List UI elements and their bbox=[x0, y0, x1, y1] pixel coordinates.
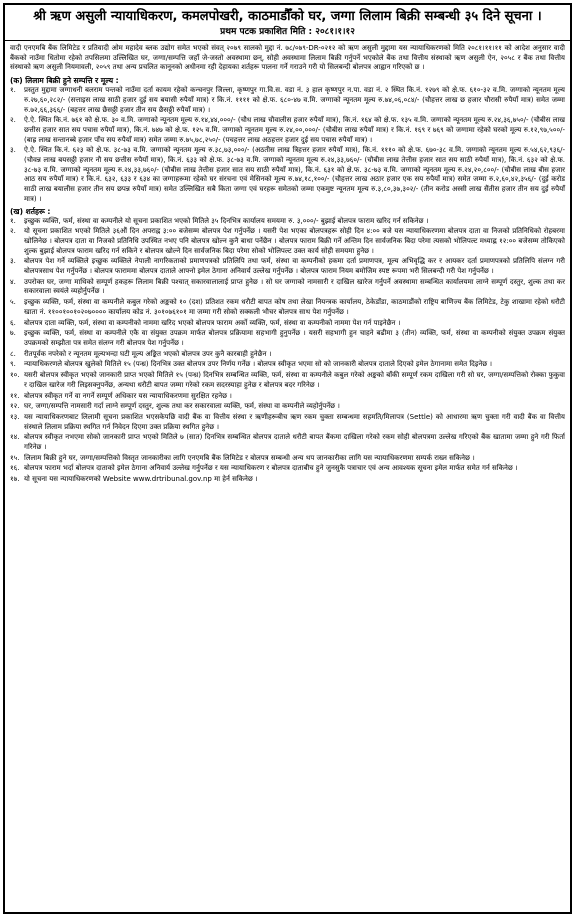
item-text: रीतपूर्वक नपरेको र न्यूनतम मूल्यभन्दा घटी मूल्य अङ्कित भएको बोलपत्र उपर कुनै कारबाही हुनेछैन । bbox=[24, 349, 272, 358]
item-number: १३. bbox=[10, 412, 20, 421]
item-text: इच्छुक व्यक्ति, फर्म, संस्था वा कम्पनीले एकै वा संयुक्त उपक्रम मार्फत बोलपत्र प्रक्रियामा सहभागी हुनुपर्नेछ । यसरी सहभागी हुन चाहने बढीमा ३ (तीन) व्यक्ति, फर्म, संस्था वा कम्पनीको संयुक्त उपक्रम संयुक्त उपक्रमको सम्झौता पत्र समेत संलग्न गरी बोलपत्र पेश गर्नुपर्नेछ । bbox=[24, 329, 565, 347]
item-text: यसरी बोलपत्र स्वीकृत भएको जानकारी प्राप्त भएको मितिले १५ (पन्ध्र) दिनभित्र सम्बन्धित व्यक्ति, फर्म, संस्था वा कम्पनीले कबुल गरेको अङ्कको बाँकी सम्पूर्ण रकम दाखिला गरी सो घर, जग्गा/सम्पत्तिको रोक्का फुकुवा र दाखिल खारेज गरी लिइसक्नुपर्नेछ, अन्यथा धरौटी बापत जम्मा गरेको रकम सदरस्याहा हुनेछ र बोलपत्र बदर गरिनेछ । bbox=[24, 371, 565, 389]
item-number: १५. bbox=[10, 453, 20, 462]
list-item bbox=[10, 298, 565, 317]
item-number: १४. bbox=[10, 433, 20, 442]
item-number: ११. bbox=[10, 391, 20, 400]
list-item bbox=[10, 116, 565, 145]
item-number: १०. bbox=[10, 371, 20, 380]
item-text: यो सूचना यस न्यायाधिकरणको Website www.drtribunal.gov.np मा हेर्न सकिनेछ । bbox=[24, 475, 258, 484]
item-number: ४. bbox=[10, 277, 16, 286]
item-text: प्रस्तुत मुद्दामा जग्गाधनी बलराम पन्तको नाउँमा दर्ता कायम रहेको कन्चनपुर जिल्ला, कृष्णपुर गा.वि.स. वडा नं. ३ हाल कृष्णपुर न.पा. वडा नं. २ स्थित कि.नं. १२७९ को क्षे.फ. ६१०-३२ व.मि. जग्गाको न्यूनतम मूल्य रु.२७,६०,२८२/- (सत्ताइस लाख साठी हजार दुई सय बयासी रुपैयाँ मात्र) र कि.नं. ११११ को क्षे.फ. ६८०-४७ व.मि. जग्गाको न्यूनतम मूल्य रु.७४,०६,०८४/- (चौहत्तर लाख छ हजार चौरासी रुपैयाँ मात्र) समेत जम्मा रु.७२,६६,३६६/- (बहत्तर लाख छैसठ्ठी हजार तीन सय छैसठ्ठी रुपैयाँ मात्र) । bbox=[24, 86, 565, 114]
item-number: १. bbox=[10, 216, 16, 225]
list-item bbox=[10, 402, 565, 412]
list-item bbox=[10, 454, 565, 464]
list-item bbox=[10, 257, 565, 276]
list-item bbox=[10, 278, 565, 297]
item-text: बोलपत्र दाता व्यक्ति, फर्म, संस्था वा कम्पनीको नाममा खरिद भएको बोलपत्र फाराम अर्को व्यक्ति, फर्म, संस्था वा कम्पनीको नाममा पेश गर्न पाइनेछैन । bbox=[24, 318, 401, 327]
list-item bbox=[10, 464, 565, 474]
section-heading-property: (क) लिलाम बिक्री हुने सम्पत्ति र मूल्य : bbox=[10, 76, 119, 86]
item-text: ऐ.ऐ. स्थित कि.नं. ६२३ को क्षे.फ. ३८-७३ व.मि. जग्गाको न्यूनतम मूल्य रु.३८,७३,०००/- (अठतीस लाख त्रिहत्तर हजार रुपैयाँ मात्र), कि.नं. १११० को क्षे.फ. ६७०-३८ व.मि. जग्गाको न्यूनतम मूल्य रु.५४,६२,९३६/- (चौवन्न लाख बयसठ्ठी हजार नौ सय छत्तीस रुपैयाँ मात्र), कि.नं. ६३३ को क्षे.फ. ३८-७३ व.मि. जग्गाको न्यूनतम मूल्य रु.२४,३३,७६०/- (चौबीस लाख तेत्तीस हजार सात सय साठी रुपैयाँ मात्र), कि.नं. ६३२ को क्षे.फ. ३८-७३ व.मि. जग्गाको न्यूनतम मूल्य रु.२४,३३,७६०/- (चौबीस लाख तेत्तीस हजार सात सय साठी रुपैयाँ मात्र), कि.नं. ६३१ को क्षे.फ. ३८-७३ व.मि. जग्गाको न्यूनतम मूल्य रु.२४,२०,८००/- (चौबीस लाख बीस हजार आठ सय रुपैयाँ मात्र) र कि.नं. ६३२, ६३३ र ६३४ का जग्गाहरूमा रहेको घर संरचना एवं मेसिनको मूल्य रु.७४,१८,१००/- (चौहत्तर लाख अठार हजार एक सय रुपैयाँ मात्र) समेत जम्मा रु.२,६०,४२,३५६/- (दुई करोड साठी लाख बयालीस हजार तीन सय छपन्न रुपैयाँ मात्र) समेत उल्लिखित सबै किता जग्गा एवं घरहरू समेतको जम्मा एकमुष्ट न्यूनतम मूल्य रु.३,८०,३७,३०२/- (तीन करोड अस्सी लाख सैंतीस हजार तीन सय दुई रुपैयाँ मात्र) । bbox=[24, 146, 566, 203]
item-text: बोलपत्र स्वीकृत नभएमा सोको जानकारी प्राप्त भएको मितिले ७ (सात) दिनभित्र सम्बन्धित बोलपत्र दाताले धरौटी बापत बैंकमा दाखिला गरेको रकम सोही बोलपत्रमा उल्लेख गरिएको बैंक खातामा जम्मा हुने गरी फिर्ता गरिनेछ । bbox=[24, 433, 565, 452]
notice-title: श्री ऋण असुली न्यायाधिकरण, कमलपोखरी, काठमाडौँको घर, जग्गा लिलाम बिक्री सम्बन्धी ३५ दिने सूचना । bbox=[33, 9, 542, 24]
list-item bbox=[10, 319, 565, 329]
item-text: इच्छुक व्यक्ति, फर्म, संस्था वा कम्पनीले यो सूचना प्रकाशित भएको मितिले ३५ दिनभित्र कार्यालय समयमा रु. ३,०००/- बुझाई बोलपत्र फाराम खरिद गर्न सकिनेछ । bbox=[24, 216, 429, 225]
item-number: १७. bbox=[10, 475, 20, 484]
item-number: १. bbox=[10, 86, 16, 95]
item-text: घर, जग्गा/सम्पत्ति नामसारी गर्दा लाग्ने सम्पूर्ण दस्तुर, शुल्क तथा कर सकारवाला व्यक्ति, फर्म, संस्था वा कम्पनीले व्यहोर्नुपर्नेछ । bbox=[24, 402, 340, 411]
item-number: ७. bbox=[10, 329, 16, 338]
item-number: २. bbox=[10, 116, 16, 125]
item-number: २. bbox=[10, 227, 16, 236]
intro-paragraph: वादी एनएमबि बैंक लिमिटेड र प्रतिवादी ओम महादेव ब्लक उद्योग समेत भएको संवत् २०७९ सालको मुद्दा नं. ७८/०७९-DR-०२१२ को ऋण असुली मुद्दामा यस न्यायाधिकरणको मिति २०८१।११।११ को आदेश अनुसार वादी बैंकको नाउँमा धितोमा रहेको तपसिलमा उल्लिखित घर, जग्गा/सम्पत्ति जहाँ जे-जस्तो अवस्थामा छन्, सोही अवस्थामा लिलाम बिक्री गर्नुपर्ने भएकोले बैंक तथा वित्तीय संस्थाको ऋण असुली ऐन, २०५८ र बैंक तथा वित्तीय संस्थाको ऋण असुली नियमावली, २०५९ तथा अन्य प्रचलित कानूनको अधीनमा रही देहायका शर्तहरू पालना गर्ने गराउने गरी यो सिलबन्दी बोलपत्र आह्वान गरिएको छ । bbox=[10, 44, 565, 72]
item-number: ८. bbox=[10, 349, 16, 358]
item-text: बोलपत्र फाराम भर्दा बोलपत्र दाताको इमेल ठेगाना अनिवार्य उल्लेख गर्नुपर्नेछ र यस न्यायाधिकरण र बोलपत्र दाताबीच हुने जुनसुकै पत्राचार एवं अन्य आवश्यक सूचना इमेल मार्फत समेत गर्न सकिनेछ । bbox=[24, 464, 518, 473]
list-item bbox=[10, 360, 565, 370]
item-number: ३. bbox=[10, 146, 16, 155]
list-item bbox=[10, 475, 565, 485]
list-item bbox=[10, 217, 565, 227]
list-item bbox=[10, 227, 565, 256]
publication-date: प्रथम पटक प्रकाशित मिति : २०८१।१।१२ bbox=[5, 27, 570, 41]
item-number: ३. bbox=[10, 257, 16, 266]
item-text: बोलपत्र स्वीकृत गर्ने वा नगर्ने सम्पूर्ण अधिकार यस न्यायाधिकरणमा सुरक्षित रहनेछ । bbox=[24, 391, 232, 400]
item-number: ९. bbox=[10, 360, 16, 369]
item-text: न्यायाधिकरणले बोलपत्र खुलेको मितिले १५ (पन्ध्र) दिनभित्र उक्त बोलपत्र उपर निर्णय गर्नेछ । बोलपत्र स्वीकृत भएमा सो को जानकारी बोलपत्र दाताले दिएको इमेल ठेगानामा समेत दिइनेछ । bbox=[24, 360, 493, 369]
item-text: इच्छुक व्यक्ति, फर्म, संस्था वा कम्पनीले कबुल गरेको अङ्कको १० (दश) प्रतिशत रकम धरौटी बापत कोष तथा लेखा नियन्त्रक कार्यालय, ठेकेडाँडा, काठमाडौंको राष्ट्रिय बाणिज्य बैंक लिमिटेड, टेकु शाखामा रहेको धरौटी खाता नं. ११००१००१०२०७०००० कार्यालय कोड नं. ३०१०७६१०१ मा जम्मा गरी सोको सक्कली भौचर बोलपत्र साथ पेश गर्नुपर्नेछ । bbox=[24, 298, 565, 316]
list-item bbox=[10, 86, 565, 115]
section-heading-conditions: (ख) शर्तहरू : bbox=[10, 206, 51, 216]
item-text: यो सूचना प्रकाशित भएको मितिले ३६औं दिन अपराह्न ३:०० बजेसम्म बोलपत्र पेश गर्नुपर्नेछ । यसरी पेश भएका बोलपत्रहरू सोही दिन ४:०० बजे यस न्यायाधिकरणमा बोलपत्र दाता वा निजको प्रतिनिधिको रोहबरमा खोलिनेछ । बोलपत्र दाता वा निजको प्रतिनिधि उपस्थित नभए पनि बोलपत्र खोल्न कुनै बाधा पर्नेछैन । बोलपत्र फाराम बिक्री गर्ने अन्तिम दिन सार्वजनिक बिदा परेमा त्यसको भोलिपल्ट मध्याह्न १२:०० बजेसम्म तोकिएको शुल्क बुझाई बोलपत्र फाराम खरिद गर्न सकिने र बोलपत्र खोल्ने दिन सार्वजनिक बिदा परेमा सोको भोलिपल्ट उक्त कार्य सोही समयमा हुनेछ । bbox=[24, 227, 565, 255]
list-item bbox=[10, 413, 565, 432]
item-number: ६. bbox=[10, 318, 16, 327]
item-number: ५. bbox=[10, 298, 16, 307]
item-text: बोलपत्र पेश गर्ने व्यक्तिले इच्छुक व्यक्तिले नेपाली नागरिकताको प्रमाणपत्रको प्रतिलिपि तथा फर्म, संस्था वा कम्पनीको हकमा दर्ता प्रमाणपत्र, मूल्य अभिवृद्धि कर र आयकर दर्ता प्रमाणपत्रको प्रतिलिपि संलग्न गरी बोलपत्रसाथ पेश गर्नुपर्नेछ । बोलपत्र फाराममा बोलपत्र दाताले आफ्नो इमेल ठेगाना अनिवार्य उल्लेख गर्नुपर्नेछ । बोलपत्र फाराम नियम बमोजिम स्पष्ट रूपमा भरी सिलबन्दी गरी पेश गर्नुपर्नेछ । bbox=[24, 257, 565, 276]
property-list bbox=[5, 86, 570, 204]
notice-page bbox=[3, 3, 572, 914]
item-text: लिलाम बिक्री हुने घर, जग्गा/सम्पत्तिको विस्तृत जानकारीका लागि एनएमबि बैंक लिमिटेड र बोलपत्र सम्बन्धी अन्य थप जानकारीका लागि यस न्यायाधिकरणमा सम्पर्क राख्न सकिनेछ । bbox=[24, 453, 475, 462]
item-text: यस न्यायाधिकरणबाट लिलामी सूचना प्रकाशित भएसकेपछि वादी बैंक वा वित्तीय संस्था र ऋणीहरूबीच ऋण रकम चुक्ता सम्बन्धमा सहमति/मिलापत्र (Settle) को आधारमा ऋण चुक्ता गरी वादी बैंक वा वित्तीय संस्थाले लिलाम प्रक्रिया स्थगित गर्न निवेदन दिएमा उक्त प्रक्रिया स्थगित हुनेछ । bbox=[24, 412, 565, 431]
list-item bbox=[10, 350, 565, 360]
list-item bbox=[10, 329, 565, 348]
list-item bbox=[10, 392, 565, 402]
list-item bbox=[10, 146, 565, 204]
item-number: १६. bbox=[10, 464, 20, 473]
item-text: ऐ.ऐ. स्थित कि.नं. ७६१ को क्षे.फ. ३० व.मि. जग्गाको न्यूनतम मूल्य रु.१४,४४,०००/- (चौध लाख चौवालीस हजार रुपैयाँ मात्र), कि.नं. १६४ को क्षे.फ. १३५ व.मि. जग्गाको न्यूनतम मूल्य रु.२४,३६,७५०/- (चौबीस लाख छत्तीस हजार सात सय पचास रुपैयाँ मात्र), कि.नं. ७४७ को क्षे.फ. १२५ व.मि. जग्गाको न्यूनतम मूल्य रु.२४,००,०००/- (चौबीस लाख रुपैयाँ मात्र) र कि.नं. १६९ र ७६९ को जग्गामा रहेको घरको मूल्य रु.१२,९७,५००/- (बाह्र लाख सन्तानब्बे हजार पाँच सय रुपैयाँ मात्र) समेत जम्मा रु.७५,७८,२५०/- (पचहत्तर लाख अठहत्तर हजार दुई सय पचास रुपैयाँ मात्र) । bbox=[24, 116, 565, 144]
item-number: १२. bbox=[10, 402, 20, 411]
conditions-list bbox=[5, 217, 570, 485]
item-text: उपरोक्त घर, जग्गा माथिको सम्पूर्ण हकहरू लिलाम बिक्री पश्चात् सकारवालालाई प्राप्त हुनेछ । सो घर जग्गाको नामसारी र दाखिल खारेज गर्नुपर्ने अवस्थामा सम्बन्धित कार्यालयमा लाग्ने सम्पूर्ण दस्तुर, शुल्क तथा कर सकारवाला स्वयंले व्यहोर्नुपर्नेछ । bbox=[24, 277, 565, 296]
list-item bbox=[10, 433, 565, 452]
list-item bbox=[10, 371, 565, 390]
